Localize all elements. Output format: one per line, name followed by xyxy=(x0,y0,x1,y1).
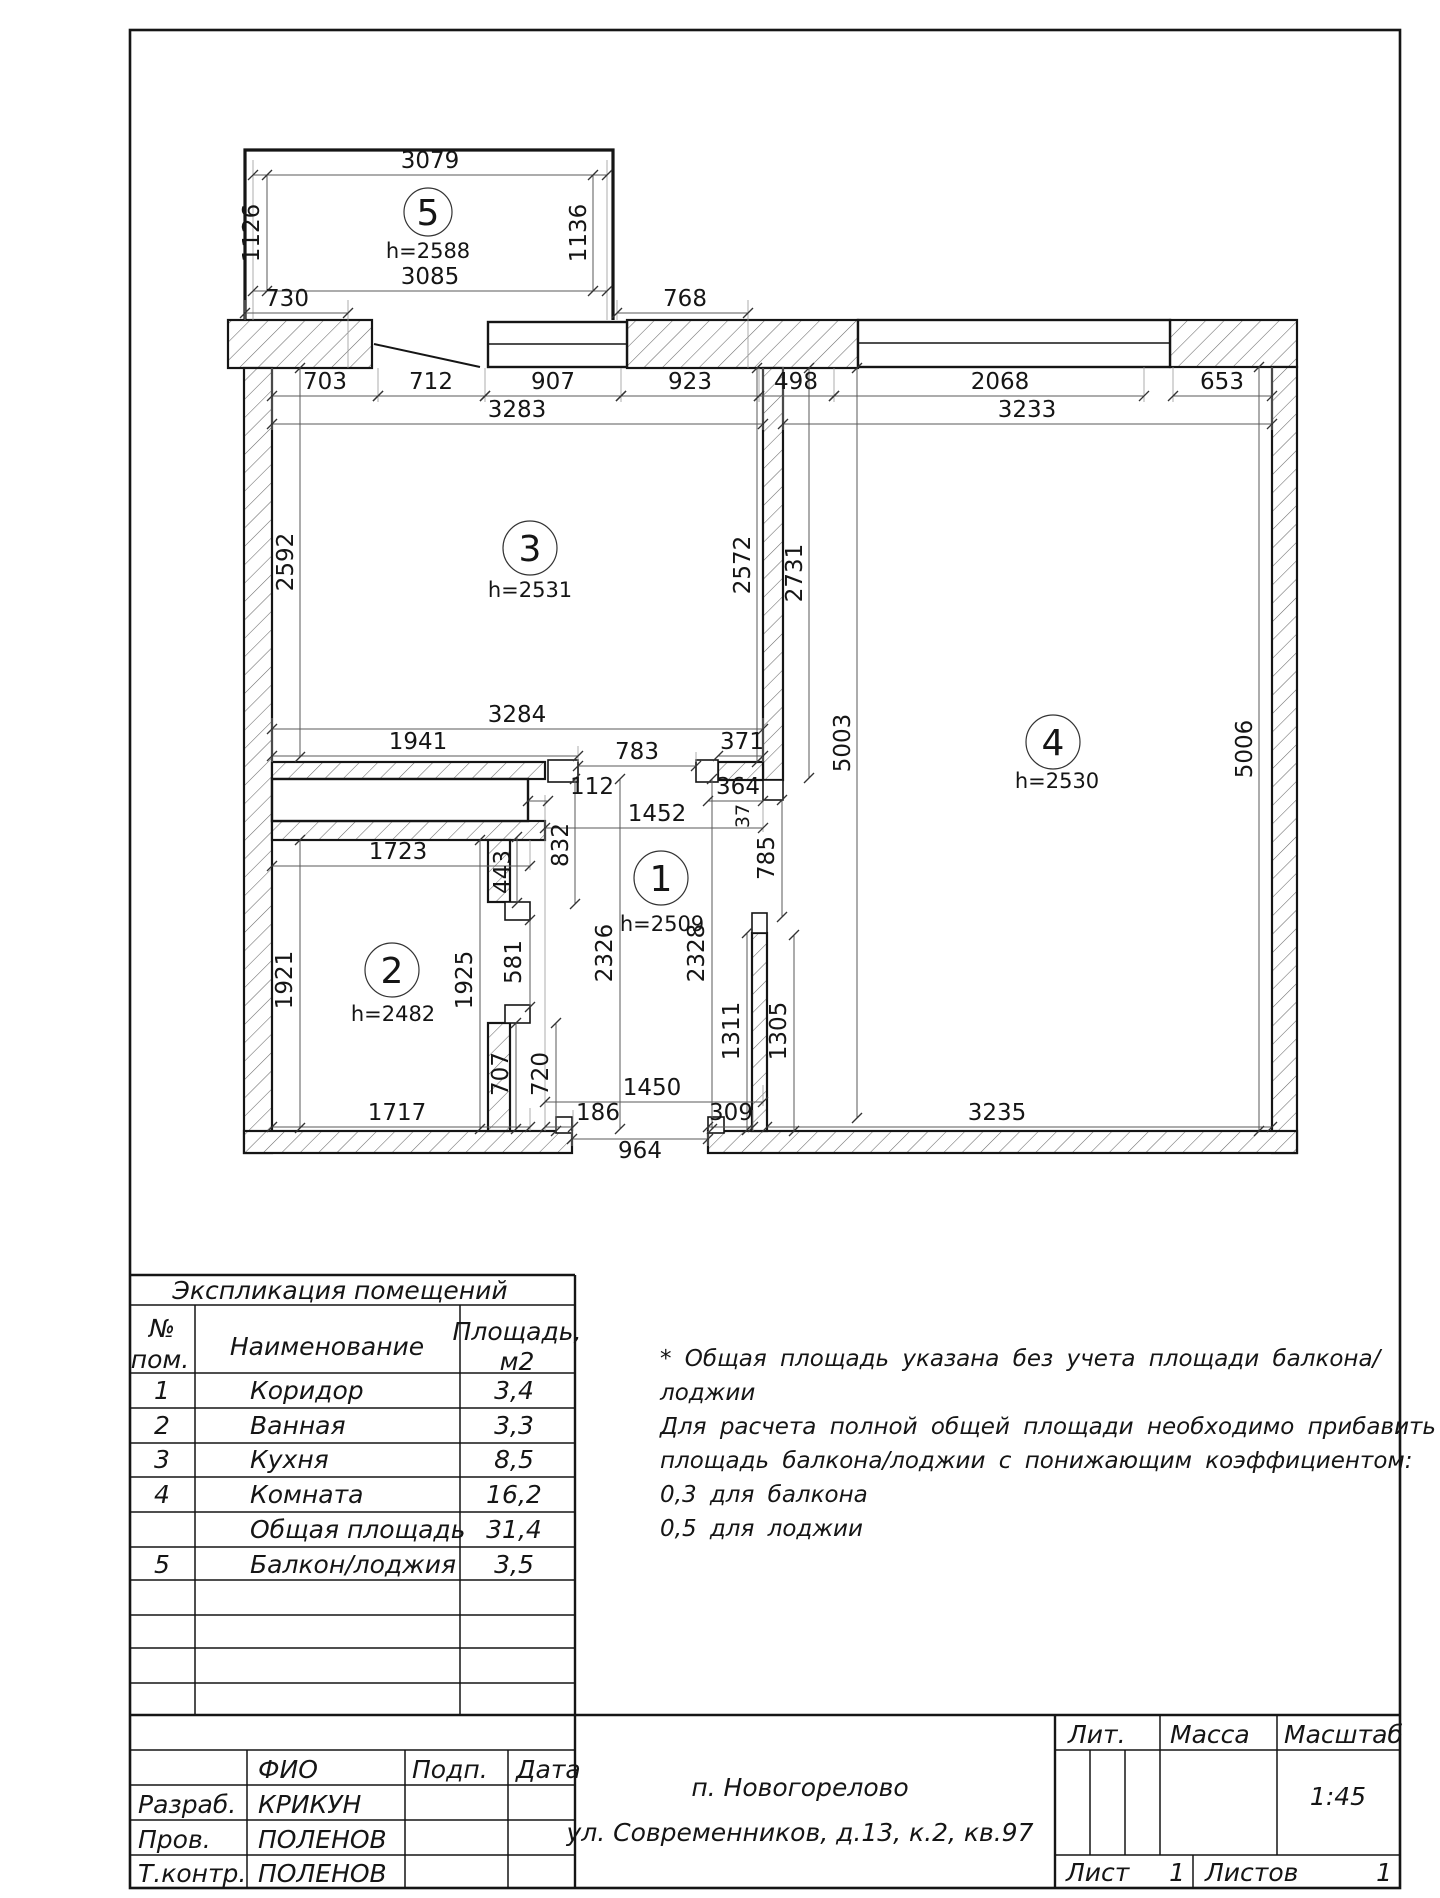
dimension-label: 2328 xyxy=(684,923,710,983)
scale-value: 1:45 xyxy=(1309,1782,1367,1811)
cell-room-area: 3,4 xyxy=(494,1376,534,1405)
room-markers xyxy=(351,188,1099,1026)
header-data: Дата xyxy=(516,1755,581,1784)
room-number: 2 xyxy=(380,951,404,992)
sheet-number: 1 xyxy=(1169,1858,1185,1887)
role-label: Пров. xyxy=(138,1825,211,1854)
cell-room-number: 1 xyxy=(154,1376,170,1405)
cell-room-name: Общая площадь xyxy=(250,1515,466,1544)
column-header: Наименование xyxy=(229,1332,425,1361)
dimension-label: 364 xyxy=(716,774,760,800)
cell-room-name: Балкон/лоджия xyxy=(250,1550,456,1579)
dimension-label: 1452 xyxy=(627,801,687,827)
dimension-label: 907 xyxy=(531,369,575,395)
address-line: ул. Современников, д.13, к.2, кв.97 xyxy=(566,1818,1034,1847)
room-height: h=2530 xyxy=(1014,769,1100,793)
dimension-label: 2326 xyxy=(592,923,618,983)
sheets-label: Листов xyxy=(1205,1858,1299,1887)
dimension-label: 112 xyxy=(570,774,614,800)
note-line: 0,3 для балкона xyxy=(660,1482,868,1508)
table-row xyxy=(154,1411,534,1440)
massa-label: Масса xyxy=(1170,1720,1250,1749)
note-line: * Общая площадь указана без учета площади балкона/ xyxy=(660,1346,1381,1372)
header-fio: ФИО xyxy=(258,1755,318,1784)
dimension-label: 1126 xyxy=(239,203,265,263)
cell-room-area: 3,5 xyxy=(494,1550,534,1579)
wall-hatch xyxy=(763,368,783,780)
dimension-label: 1941 xyxy=(388,729,448,755)
wall-hatch xyxy=(627,320,858,368)
dimension-label: 832 xyxy=(548,823,574,867)
wall-hatch xyxy=(1170,320,1297,367)
dimension-label: 1311 xyxy=(719,1001,745,1061)
dimension-label: 1717 xyxy=(367,1100,427,1126)
dimension-label: 5003 xyxy=(830,713,856,773)
sheet-label: Лист xyxy=(1066,1858,1130,1887)
room-height: h=2531 xyxy=(487,578,573,602)
role-label: Т.контр. xyxy=(138,1859,247,1888)
role-fio: ПОЛЕНОВ xyxy=(258,1825,387,1854)
dimension-label: 720 xyxy=(528,1052,554,1096)
column-header: Площадь, xyxy=(452,1317,582,1346)
note-line: площадь балкона/лоджии с понижающим коэффициентом: xyxy=(660,1448,1413,1474)
cell-room-area: 31,4 xyxy=(486,1515,542,1544)
role-fio: КРИКУН xyxy=(258,1790,362,1819)
dimension-label: 1305 xyxy=(766,1001,792,1061)
role-label: Разраб. xyxy=(138,1790,237,1819)
cell-room-number: 3 xyxy=(154,1445,170,1474)
dimension-label: 785 xyxy=(754,836,780,880)
cell-room-name: Коридор xyxy=(250,1376,364,1405)
window-kitchen xyxy=(488,322,627,367)
dimension-label: 2592 xyxy=(273,532,299,592)
sheets-number: 1 xyxy=(1376,1858,1392,1887)
dimension-label: 730 xyxy=(265,286,309,312)
dimension-label: 2068 xyxy=(970,369,1030,395)
cell-room-area: 3,3 xyxy=(494,1411,534,1440)
room-number: 1 xyxy=(649,859,673,900)
cell-room-name: Кухня xyxy=(250,1445,329,1474)
dimension-label: 653 xyxy=(1200,369,1244,395)
dimension-label: 309 xyxy=(709,1100,753,1126)
dimension-label: 3235 xyxy=(967,1100,1027,1126)
dimension-label: 37 xyxy=(732,803,754,829)
door-post xyxy=(763,780,783,800)
dimension-label: 923 xyxy=(668,369,712,395)
wall-hatch xyxy=(752,933,767,1131)
room-height: h=2588 xyxy=(385,239,471,263)
title-block xyxy=(130,1715,1403,1888)
cell-room-area: 16,2 xyxy=(486,1480,542,1509)
header-podp: Подп. xyxy=(412,1755,488,1784)
wall-hatch xyxy=(244,1131,572,1153)
dimension-label: 712 xyxy=(409,369,453,395)
dimension-label: 581 xyxy=(501,940,527,984)
column-header: м2 xyxy=(499,1347,535,1376)
dimension-label: 3079 xyxy=(400,148,460,174)
wall-hatch xyxy=(272,762,545,779)
wall-hatch xyxy=(228,320,372,368)
window-room xyxy=(858,320,1170,367)
cell-room-area: 8,5 xyxy=(494,1445,534,1474)
column-header: пом. xyxy=(130,1345,190,1374)
area-notes xyxy=(659,1346,1436,1542)
table-title: Экспликация помещений xyxy=(172,1276,508,1305)
door-post xyxy=(752,913,767,933)
floor-plan xyxy=(228,148,1297,1164)
wall-hatch xyxy=(1272,367,1297,1153)
wall-hatch xyxy=(272,821,545,840)
vent-shaft xyxy=(272,779,528,821)
dimension-label: 2572 xyxy=(730,535,756,595)
masshtab-label: Масштаб xyxy=(1284,1720,1403,1749)
cell-room-number: 4 xyxy=(154,1480,170,1509)
dimension-label: 707 xyxy=(488,1052,514,1096)
room-height: h=2482 xyxy=(350,1002,436,1026)
door-post xyxy=(505,902,530,920)
dimension-label: 3085 xyxy=(400,264,460,290)
dimension-label: 964 xyxy=(618,1138,662,1164)
note-line: лоджии xyxy=(660,1380,756,1406)
table-row xyxy=(154,1480,542,1509)
dimension-label: 443 xyxy=(490,850,516,894)
dimension-label: 1136 xyxy=(566,203,592,263)
dimension-label: 1925 xyxy=(452,950,478,1010)
cell-room-name: Ванная xyxy=(250,1411,346,1440)
dimension-label: 783 xyxy=(615,739,659,765)
balcony-door-leaf xyxy=(374,344,480,367)
cell-room-name: Комната xyxy=(250,1480,364,1509)
dimension-label: 768 xyxy=(663,286,707,312)
dimension-label: 186 xyxy=(576,1100,620,1126)
dimension-label: 1723 xyxy=(368,839,428,865)
table-row xyxy=(154,1550,534,1579)
dimension-label: 371 xyxy=(720,729,764,755)
note-line: Для расчета полной общей площади необходимо прибавить xyxy=(660,1414,1436,1440)
dimension-label: 3233 xyxy=(997,397,1057,423)
address-line: п. Новогорелово xyxy=(691,1773,909,1802)
cell-room-number: 2 xyxy=(154,1411,170,1440)
column-header: № xyxy=(148,1314,176,1343)
door-post xyxy=(505,1005,530,1023)
dimension-label: 703 xyxy=(303,369,347,395)
table-row xyxy=(250,1515,542,1544)
dimension-label: 3284 xyxy=(487,702,547,728)
table-row xyxy=(154,1445,534,1474)
dimension-label: 2731 xyxy=(782,543,808,603)
dimension-label: 1450 xyxy=(622,1075,682,1101)
dimension-label: 5006 xyxy=(1232,719,1258,779)
role-fio: ПОЛЕНОВ xyxy=(258,1859,387,1888)
note-line: 0,5 для лоджии xyxy=(660,1516,863,1542)
room-height: h=2509 xyxy=(619,912,705,936)
dimension-label: 1921 xyxy=(272,950,298,1010)
dimension-label: 3283 xyxy=(487,397,547,423)
table-row xyxy=(154,1376,534,1405)
cell-room-number: 5 xyxy=(154,1550,170,1579)
room-number: 4 xyxy=(1041,723,1065,764)
dimension-label: 498 xyxy=(774,369,818,395)
lit-label: Лит. xyxy=(1068,1720,1126,1749)
room-number: 3 xyxy=(518,529,542,570)
wall-hatch xyxy=(708,1131,1297,1153)
room-number: 5 xyxy=(416,193,440,234)
